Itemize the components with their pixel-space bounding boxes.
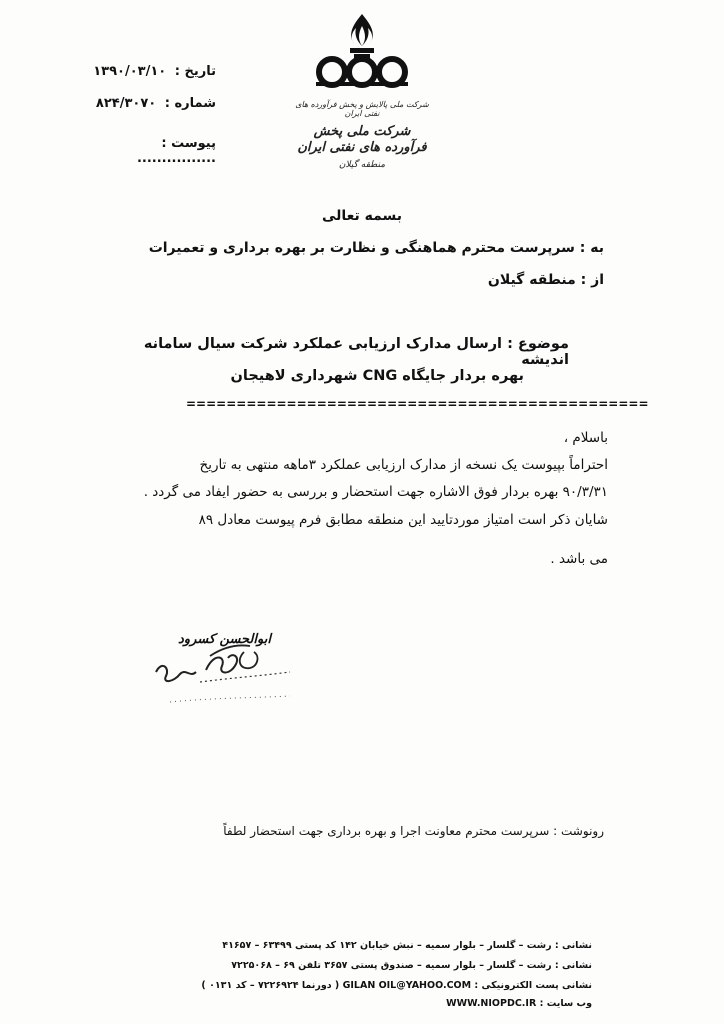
logo-org-line-2: شرکت ملی پخش فرآورده های نفتی ایران [297, 124, 427, 155]
number-value: ۸۲۴/۳۰۷۰ [95, 96, 157, 111]
cc-line: رونوشت : سرپرست محترم معاونت اجرا و بهره برداری جهت استحضار لطفاً [223, 824, 604, 838]
attachment-label: پیوست : [161, 136, 216, 151]
divider: ============================================== [186, 397, 649, 411]
subject-line-2: بهره بردار جایگاه CNG شهرداری لاهیجان [230, 368, 524, 384]
greeting: باسلام ، [563, 430, 608, 446]
footer-email: نشانی پست الکترونیکی : GILAN OIL@YAHOO.COM ( دورنما ۷۲۲۶۹۲۴ – کد ۰۱۳۱ ) [201, 980, 592, 991]
recipient-line: به : سرپرست محترم هماهنگی و نظارت بر بهره برداری و تعمیرات [148, 240, 604, 256]
body-line-3: شایان ذکر است امتیاز موردتایید این منطقه مطابق فرم پیوست معادل ۸۹ [198, 512, 608, 528]
logo-region: منطقه گیلان [338, 160, 386, 170]
attachment-row [86, 136, 216, 166]
subject-line-1: موضوع : ارسال مدارک ارزیابی عملکرد شرکت سیال سامانه اندیشه [143, 336, 569, 368]
body-line-4: می باشد . [550, 551, 608, 567]
signature-block [140, 612, 370, 722]
date-label: تاریخ : [174, 64, 216, 79]
body-line-2: ۹۰/۳/۳۱ بهره بردار فوق الاشاره جهت استحضار و بررسی به حضور ایفاد می گردد . [143, 484, 608, 500]
number-label: شماره : [164, 96, 216, 111]
company-logo [292, 12, 432, 172]
basmala: بسمه تعالی [321, 208, 403, 224]
date-value: ۱۳۹۰/۰۳/۱۰ [93, 64, 167, 79]
sender-line: از : منطقه گیلان [487, 272, 604, 288]
footer-website: وب سایت : WWW.NIOPDC.IR [446, 998, 592, 1009]
date-row [86, 64, 216, 79]
signatory-name: ابوالحسن کسرود [178, 632, 271, 647]
footer-address-1: نشانی : رشت – گلسار – بلوار سمیه – نبش خیابان ۱۴۲ کد پستی ۶۳۴۹۹ – ۴۱۶۵۷ [222, 940, 592, 951]
number-row [86, 96, 216, 111]
attachment-value: ................ [136, 151, 216, 166]
logo-org-line-1: شرکت ملی پالایش و پخش فرآورده های نفتی ایران [295, 100, 429, 118]
body-line-1: احتراماً بپیوست یک نسخه از مدارک ارزیابی عملکرد ۳ماهه منتهی به تاریخ [199, 457, 608, 473]
handwritten-signature [140, 612, 370, 722]
footer-address-2: نشانی : رشت – گلسار – بلوار سمیه – صندوق پستی ۳۶۵۷ تلفن ۶۹ – ۷۲۲۵۰۶۸ [231, 960, 592, 971]
flame-emblem-icon [292, 12, 432, 94]
